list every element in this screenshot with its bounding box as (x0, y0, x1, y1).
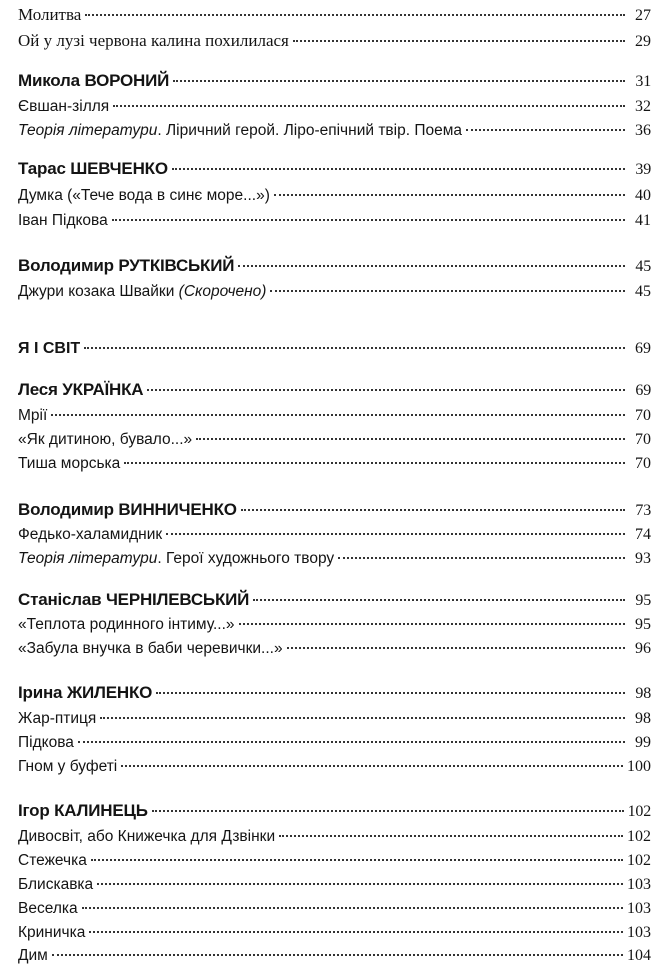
author-name: Тарас ШЕВЧЕНКО (18, 159, 168, 178)
toc-entry (18, 548, 651, 570)
page-number: 103 (627, 900, 651, 917)
page-number: 45 (635, 258, 651, 275)
dot-leader (466, 128, 625, 131)
toc-entry (18, 96, 651, 118)
dot-leader (89, 930, 623, 933)
page-number: 103 (627, 924, 651, 941)
dot-leader (85, 13, 625, 16)
page-number: 69 (635, 382, 651, 399)
author-name: Леся УКРАЇНКА (18, 380, 144, 399)
toc-entry (18, 874, 651, 896)
toc-entry (18, 210, 651, 232)
author-name: Станіслав ЧЕРНІЛЕВСЬКИЙ (18, 590, 250, 609)
dot-leader (147, 388, 625, 391)
dot-leader (293, 39, 625, 42)
author-name: Ірина ЖИЛЕНКО (18, 683, 153, 702)
entry-title: Дим (18, 947, 48, 964)
entry-title: Федько-халамидник (18, 526, 163, 543)
dot-leader (97, 882, 623, 885)
page-number: 31 (635, 73, 651, 90)
toc-author (18, 255, 651, 278)
author-name: Ігор КАЛИНЕЦЬ (18, 801, 148, 820)
entry-title: «Теплота родинного інтиму...» (18, 616, 235, 633)
toc-entry (18, 120, 651, 142)
page-number: 103 (627, 876, 651, 893)
dot-leader (172, 167, 625, 170)
entry-title: Дивосвіт, або Книжечка для Дзвінки (18, 828, 276, 845)
page-number: 93 (635, 550, 651, 567)
toc-author (18, 158, 651, 181)
toc-entry (18, 281, 651, 303)
entry-title: Підкова (18, 734, 74, 751)
entry-title: Теорія літератури. Ліричний герой. Ліро-епічний твір. Поема (18, 122, 462, 139)
toc-entry (18, 732, 651, 754)
dot-leader (112, 218, 625, 221)
entry-title: Молитва (18, 5, 82, 24)
dot-leader (113, 104, 625, 107)
entry-title: Стежечка (18, 852, 87, 869)
toc-entry (18, 453, 651, 475)
page-number: 100 (627, 758, 651, 775)
author-name: Володимир ВИННИЧЕНКО (18, 500, 237, 519)
entry-title: «Як дитиною, бувало...» (18, 431, 193, 448)
page-number: 95 (635, 592, 651, 609)
page-number: 45 (635, 283, 651, 300)
page-number: 95 (635, 616, 651, 633)
toc-entry (18, 826, 651, 848)
toc-entry (18, 898, 651, 920)
toc-entry (18, 524, 651, 546)
entry-title: Веселка (18, 900, 78, 917)
dot-leader (100, 716, 625, 719)
entry-title: Теорія літератури. Герої художнього твору (18, 550, 335, 567)
dot-leader (124, 461, 625, 464)
toc-author (18, 589, 651, 612)
toc-author (18, 682, 651, 705)
dot-leader (173, 79, 625, 82)
page-number: 98 (635, 710, 651, 727)
entry-title: Мрії (18, 407, 48, 424)
page-number: 70 (635, 431, 651, 448)
dot-leader (338, 556, 625, 559)
entry-title: Жар-птиця (18, 710, 97, 727)
page-number: 102 (627, 852, 651, 869)
entry-title: Джури козака Швайки (Скорочено) (18, 283, 267, 300)
page-number: 96 (635, 640, 651, 657)
page-number: 70 (635, 407, 651, 424)
toc-entry (18, 850, 651, 872)
page-number: 41 (635, 212, 651, 229)
dot-leader (51, 413, 625, 416)
dot-leader (82, 906, 623, 909)
dot-leader (91, 858, 623, 861)
author-name: Микола ВОРОНИЙ (18, 71, 170, 90)
page-number: 98 (635, 685, 651, 702)
dot-leader (287, 646, 625, 649)
toc-entry (18, 30, 651, 53)
dot-leader (270, 289, 625, 292)
entry-title: Блискавка (18, 876, 94, 893)
page-number: 102 (627, 803, 651, 820)
dot-leader (52, 953, 623, 956)
toc-author (18, 499, 651, 522)
page-number: 32 (635, 98, 651, 115)
dot-leader (121, 764, 623, 767)
toc-author (18, 800, 651, 823)
entry-title: Тиша морська (18, 455, 121, 472)
dot-leader (239, 622, 626, 625)
entry-title: Гном у буфеті (18, 758, 118, 775)
author-name: Володимир РУТКІВСЬКИЙ (18, 256, 235, 275)
page-number: 69 (635, 340, 651, 357)
toc-author (18, 70, 651, 93)
page-number: 36 (635, 122, 651, 139)
toc-entry (18, 614, 651, 636)
page-number: 29 (635, 33, 651, 50)
toc-entry (18, 638, 651, 660)
entry-title: Євшан-зілля (18, 98, 110, 115)
toc-entry (18, 922, 651, 944)
dot-leader (241, 508, 625, 511)
dot-leader (156, 691, 625, 694)
dot-leader (196, 437, 625, 440)
page-number: 27 (635, 7, 651, 24)
dot-leader (279, 834, 623, 837)
page-number: 104 (627, 947, 651, 964)
toc-entry (18, 756, 651, 778)
dot-leader (238, 264, 625, 267)
dot-leader (274, 193, 625, 196)
toc-section (18, 338, 651, 360)
entry-title: Думка («Тече вода в синє море...») (18, 187, 270, 204)
toc-entry (18, 185, 651, 207)
page-number: 70 (635, 455, 651, 472)
dot-leader (78, 740, 625, 743)
dot-leader (84, 346, 625, 349)
toc-author (18, 379, 651, 402)
dot-leader (166, 532, 625, 535)
page-number: 74 (635, 526, 651, 543)
page-number: 73 (635, 502, 651, 519)
toc-entry (18, 708, 651, 730)
entry-title: Іван Підкова (18, 212, 108, 229)
section-title: Я І СВІТ (18, 340, 81, 357)
toc-entry (18, 945, 651, 967)
page-number: 102 (627, 828, 651, 845)
page-number: 40 (635, 187, 651, 204)
page-number: 39 (635, 161, 651, 178)
page-number: 99 (635, 734, 651, 751)
entry-title: Ой у лузі червона калина похилилася (18, 31, 289, 50)
entry-title: Криничка (18, 924, 86, 941)
toc-entry (18, 405, 651, 427)
entry-title: «Забула внучка в баби черевички...» (18, 640, 283, 657)
toc-entry (18, 4, 651, 27)
dot-leader (152, 809, 624, 812)
toc-entry (18, 429, 651, 451)
dot-leader (253, 598, 625, 601)
